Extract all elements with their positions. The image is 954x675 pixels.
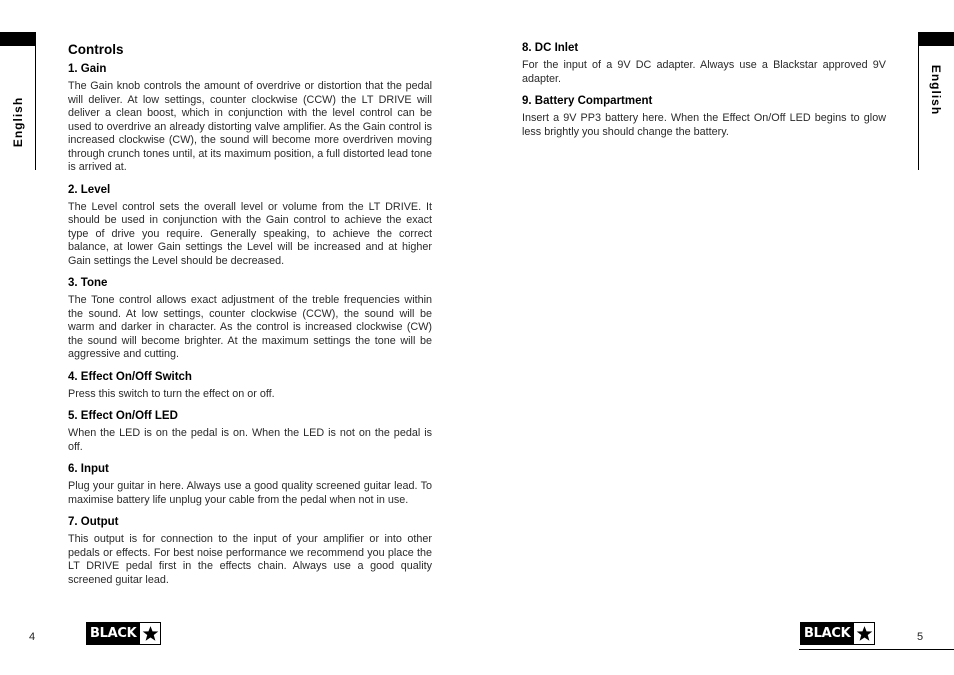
star-icon xyxy=(854,623,874,644)
control-effect-led xyxy=(68,410,432,454)
language-tab-right xyxy=(918,32,954,172)
item-body: Insert a 9V PP3 battery here. When the Effect On/Off LED begins to glow less brightly you should change the battery. xyxy=(522,112,886,138)
item-body: The Level control sets the overall level or volume from the LT DRIVE. It should be used in conjunction with the Gain control to achieve the exact type of drive you require. Generally speaking, to achieve the correct balance, at lower Gain settings the Level will be increased and at higher Gain settings the Level should be decreased. xyxy=(68,200,432,267)
item-heading: 5. Effect On/Off LED xyxy=(68,410,178,422)
control-input xyxy=(68,463,432,507)
control-effect-switch xyxy=(68,371,432,402)
control-output xyxy=(68,516,432,587)
control-level xyxy=(68,184,432,269)
tab-rule xyxy=(35,46,36,170)
logo-word: BLACK xyxy=(804,626,851,641)
star-icon xyxy=(140,623,160,644)
language-tab-left xyxy=(0,32,36,172)
language-label: English xyxy=(929,64,943,116)
item-heading: 8. DC Inlet xyxy=(522,42,579,54)
item-heading: 9. Battery Compartment xyxy=(522,95,653,107)
item-heading: 6. Input xyxy=(68,463,109,475)
logo-word: BLACK xyxy=(90,626,137,641)
item-body: This output is for connection to the input of your amplifier or into other pedals or effects. For best noise performance we recommend you place the LT DRIVE pedal first in the effects chain. Always use a good quality screened guitar lead. xyxy=(68,533,432,586)
left-page-content xyxy=(68,42,432,596)
item-body: Press this switch to turn the effect on or off. xyxy=(68,387,275,400)
tab-bar xyxy=(0,32,36,46)
right-page-content xyxy=(522,42,886,148)
control-battery-compartment xyxy=(522,95,886,139)
control-gain xyxy=(68,63,432,175)
item-body: When the LED is on the pedal is on. When the LED is not on the pedal is off. xyxy=(68,427,432,453)
tab-bar xyxy=(918,32,954,46)
item-body: For the input of a 9V DC adapter. Always use a Blackstar approved 9V adapter. xyxy=(522,59,886,85)
page-number-left: 4 xyxy=(29,631,36,643)
page-number-right: 5 xyxy=(917,631,924,643)
blackstar-logo xyxy=(86,622,161,645)
item-heading: 4. Effect On/Off Switch xyxy=(68,370,192,383)
item-heading: 3. Tone xyxy=(68,277,108,289)
item-body: The Gain knob controls the amount of overdrive or distortion that the pedal will deliver. At low settings, counter clockwise (CCW) the LT DRIVE will deliver a clean boost, which in conjunction with the level control can be used to overdrive an already distorting valve amplifier. As the Gain control is increased clockwise (CW), the sound will become more overdriven moving through crunch tones until, at its maximum position, a full distorted lead tone is arrived at. xyxy=(68,80,432,173)
control-tone xyxy=(68,277,432,362)
language-label: English xyxy=(11,96,25,148)
control-dc-inlet xyxy=(522,42,886,86)
item-body: Plug your guitar in here. Always use a good quality screened guitar lead. To maximise battery life unplug your cable from the pedal when not in use. xyxy=(68,480,432,506)
item-body: The Tone control allows exact adjustment of the treble frequencies within the sound. At low settings, counter clockwise (CCW), the sound will be warm and darker in character. As the control is increased clockwise (CW) the sound will become brighter. At the maximum settings the tone will be aggressive and cutting. xyxy=(68,294,432,360)
blackstar-logo xyxy=(800,622,875,645)
item-heading: 2. Level xyxy=(68,183,111,196)
item-heading: 7. Output xyxy=(68,516,119,528)
footer-rule xyxy=(799,649,954,650)
section-title: Controls xyxy=(68,42,124,57)
tab-rule xyxy=(918,46,919,170)
item-heading: 1. Gain xyxy=(68,63,107,75)
